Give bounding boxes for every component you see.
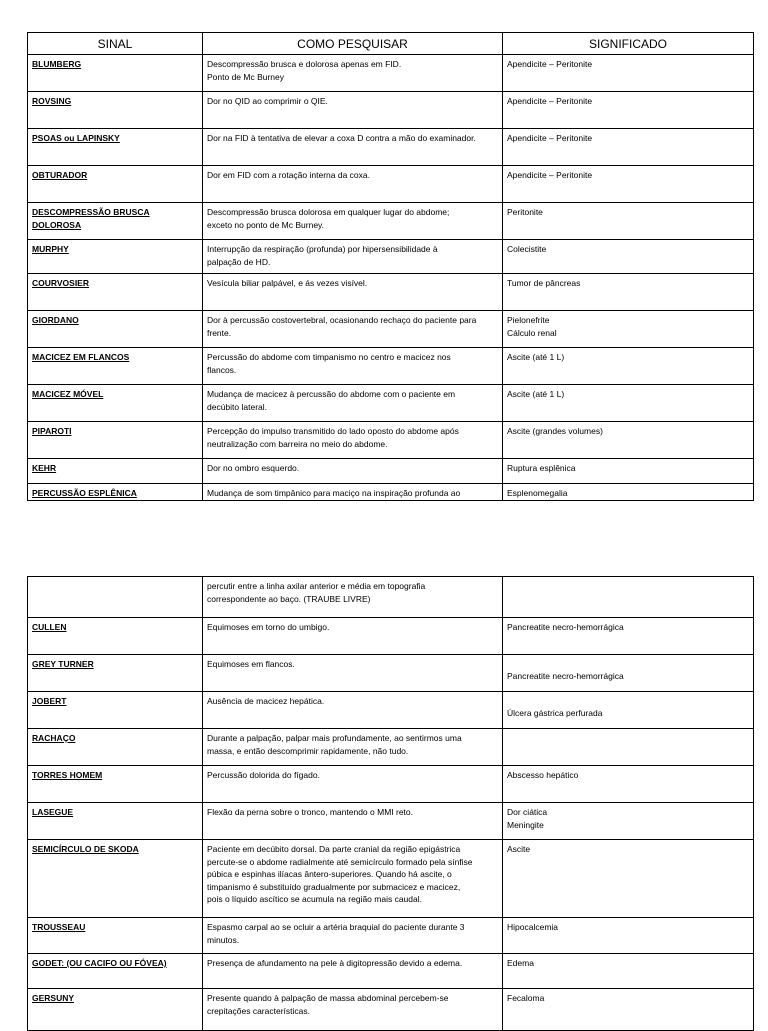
header-significado: SIGNIFICADO	[503, 33, 754, 55]
significado-cell: Pancreatite necro-hemorrágica	[503, 618, 754, 655]
como-pesquisar-cell: Durante a palpação, palpar mais profundamente, ao sentirmos uma massa, e então descomprimir rapidamente, não tudo.	[203, 729, 503, 766]
table-row	[28, 692, 754, 729]
table-row	[28, 385, 754, 422]
table-row	[28, 729, 754, 766]
como-pesquisar-cell: Equimoses em flancos.	[203, 655, 503, 692]
sinal-cell: OBTURADOR	[28, 166, 203, 203]
significado-cell: Colecistite	[503, 240, 754, 274]
header-row	[28, 33, 754, 55]
table-row	[28, 803, 754, 840]
significado-cell: Pancreatite necro-hemorrágica	[503, 655, 754, 692]
como-pesquisar-cell: Descompressão brusca dolorosa em qualquer lugar do abdome; exceto no ponto de Mc Burney.	[203, 203, 503, 240]
sinal-cell: MURPHY	[28, 240, 203, 274]
signs-table-1	[27, 32, 754, 501]
como-pesquisar-cell: Dor no ombro esquerdo.	[203, 459, 503, 484]
sinal-cell: LASEGUE	[28, 803, 203, 840]
como-pesquisar-cell: Presença de afundamento na pele à digitopressão devido a edema.	[203, 954, 503, 989]
sinal-cell: JOBERT	[28, 692, 203, 729]
significado-cell: Fecaloma	[503, 989, 754, 1031]
significado-cell: Ascite (até 1 L)	[503, 385, 754, 422]
significado-cell: Edema	[503, 954, 754, 989]
significado-cell: Apendicite – Peritonite	[503, 55, 754, 92]
sinal-cell: DESCOMPRESSÃO BRUSCA DOLOROSA	[28, 203, 203, 240]
table-row	[28, 459, 754, 484]
como-pesquisar-cell: Mudança de som timpânico para maciço na inspiração profunda ao	[203, 484, 503, 501]
sinal-cell: GREY TURNER	[28, 655, 203, 692]
como-pesquisar-cell: Descompressão brusca e dolorosa apenas em FID. Ponto de Mc Burney	[203, 55, 503, 92]
table-row	[28, 348, 754, 385]
sinal-cell: CULLEN	[28, 618, 203, 655]
significado-cell: Apendicite – Peritonite	[503, 166, 754, 203]
sinal-cell: PIPAROTI	[28, 422, 203, 459]
como-pesquisar-cell: Percussão dolorida do fígado.	[203, 766, 503, 803]
como-pesquisar-cell: Equimoses em torno do umbigo.	[203, 618, 503, 655]
significado-cell: Ascite (até 1 L)	[503, 348, 754, 385]
significado-cell: Abscesso hepático	[503, 766, 754, 803]
sinal-cell: TORRES HOMEM	[28, 766, 203, 803]
sinal-cell: ROVSING	[28, 92, 203, 129]
como-pesquisar-cell: Mudança de macicez à percussão do abdome com o paciente em decúbito lateral.	[203, 385, 503, 422]
como-pesquisar-cell: Paciente em decúbito dorsal. Da parte cranial da região epigástrica percute-se o abdome radialmente até semicírculo formado pela sínfise púbica e espinhas ilíacas ântero-superiores. Quando há ascite, o timpanismo é substituído gradualmente por submacicez e macicez, pois o líquido ascítico se acumula na região mais caudal.	[203, 840, 503, 918]
significado-cell: Tumor de pâncreas	[503, 274, 754, 311]
significado-cell	[503, 729, 754, 766]
significado-cell: Ascite	[503, 840, 754, 918]
sinal-cell: SEMICÍRCULO DE SKODA	[28, 840, 203, 918]
table-row	[28, 954, 754, 989]
table-row	[28, 311, 754, 348]
significado-cell: Ruptura esplênica	[503, 459, 754, 484]
table-row	[28, 240, 754, 274]
table-row	[28, 766, 754, 803]
sinal-cell: COURVOSIER	[28, 274, 203, 311]
como-pesquisar-cell: Percepção do impulso transmitido do lado oposto do abdome após neutralização com barreira no meio do abdome.	[203, 422, 503, 459]
como-pesquisar-cell: Dor à percussão costovertebral, ocasionando rechaço do paciente para frente.	[203, 311, 503, 348]
como-pesquisar-cell: Dor no QID ao comprimir o QIE.	[203, 92, 503, 129]
header-como-pesquisar: COMO PESQUISAR	[203, 33, 503, 55]
sinal-cell: KEHR	[28, 459, 203, 484]
signs-table-2	[27, 576, 754, 1031]
sinal-cell: GIORDANO	[28, 311, 203, 348]
table-row	[28, 203, 754, 240]
como-pesquisar-cell: Espasmo carpal ao se ocluir a artéria braquial do paciente durante 3 minutos.	[203, 918, 503, 954]
table-row	[28, 166, 754, 203]
sinal-cell: PERCUSSÃO ESPLÊNICA	[28, 484, 203, 501]
significado-cell: Hipocalcemia	[503, 918, 754, 954]
significado-cell: Úlcera gástrica perfurada	[503, 692, 754, 729]
table-row	[28, 274, 754, 311]
como-pesquisar-cell: Vesícula biliar palpável, e ás vezes visível.	[203, 274, 503, 311]
sinal-cell: RACHAÇO	[28, 729, 203, 766]
significado-cell: Esplenomegalia	[503, 484, 754, 501]
significado-cell	[503, 577, 754, 618]
table-row	[28, 92, 754, 129]
significado-cell: Dor ciática Meningite	[503, 803, 754, 840]
sinal-cell	[28, 577, 203, 618]
table-row	[28, 618, 754, 655]
table-row	[28, 989, 754, 1031]
como-pesquisar-cell: Interrupção da respiração (profunda) por hipersensibilidade à palpação de HD.	[203, 240, 503, 274]
sinal-cell: GODET: (OU CACIFO OU FÓVEA)	[28, 954, 203, 989]
table-row	[28, 918, 754, 954]
table-row	[28, 55, 754, 92]
sinal-cell: TROUSSEAU	[28, 918, 203, 954]
como-pesquisar-cell: Dor em FID com a rotação interna da coxa.	[203, 166, 503, 203]
significado-cell: Apendicite – Peritonite	[503, 92, 754, 129]
sinal-cell: GERSUNY	[28, 989, 203, 1031]
sinal-cell: BLUMBERG	[28, 55, 203, 92]
table-row	[28, 422, 754, 459]
significado-cell: Apendicite – Peritonite	[503, 129, 754, 166]
header-sinal: SINAL	[28, 33, 203, 55]
table-row	[28, 577, 754, 618]
como-pesquisar-cell: Percussão do abdome com timpanismo no centro e macicez nos flancos.	[203, 348, 503, 385]
significado-cell: Ascite (grandes volumes)	[503, 422, 754, 459]
sinal-cell: MACICEZ EM FLANCOS	[28, 348, 203, 385]
como-pesquisar-cell: Dor na FID à tentativa de elevar a coxa D contra a mão do examinador.	[203, 129, 503, 166]
table-row	[28, 840, 754, 918]
como-pesquisar-cell: Flexão da perna sobre o tronco, mantendo o MMI reto.	[203, 803, 503, 840]
como-pesquisar-cell: Ausência de macicez hepática.	[203, 692, 503, 729]
significado-cell: Peritonite	[503, 203, 754, 240]
sinal-cell: PSOAS ou LAPINSKY	[28, 129, 203, 166]
table-row	[28, 655, 754, 692]
table-row	[28, 484, 754, 501]
significado-cell: Pielonefrite Cálculo renal	[503, 311, 754, 348]
table-row	[28, 129, 754, 166]
como-pesquisar-cell: percutir entre a linha axilar anterior e média em topografia correspondente ao baço. (TRAUBE LIVRE)	[203, 577, 503, 618]
sinal-cell: MACICEZ MÓVEL	[28, 385, 203, 422]
como-pesquisar-cell: Presente quando à palpação de massa abdominal percebem-se crepitações características.	[203, 989, 503, 1031]
